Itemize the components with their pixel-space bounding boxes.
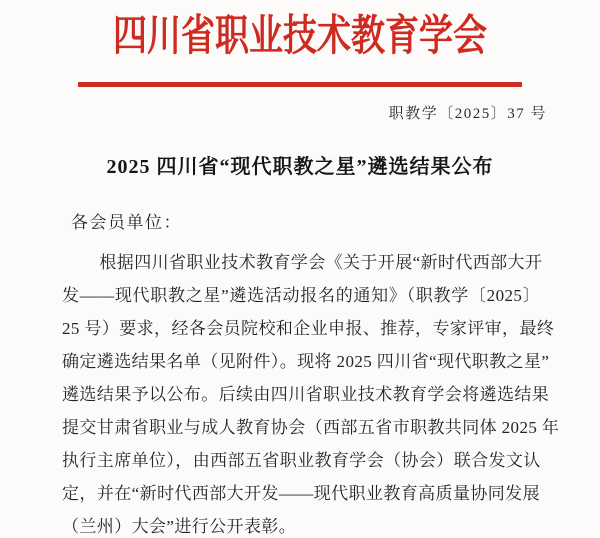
body-line: 确定遴选结果名单（见附件）。现将 2025 四川省“现代职教之星” — [62, 352, 550, 371]
salutation: 各会员单位： — [71, 213, 182, 232]
document-title: 2025 四川省“现代职教之星”遴选结果公布 — [106, 156, 494, 178]
letterhead-divider — [78, 82, 522, 87]
body-line: 发——现代职教之星”遴选活动报名的通知》（职教学〔2025〕 — [62, 286, 540, 305]
body-line: 根据四川省职业技术教育学会《关于开展“新时代西部大开 — [99, 253, 543, 272]
body-line: 定，并在“新时代西部大开发——现代职业教育高质量协同发展 — [62, 484, 540, 503]
body-line: 执行主席单位），由西部五省职业教育学会（协会）联合发文认 — [62, 451, 541, 470]
doc-reference-number: 职教学〔2025〕37 号 — [388, 106, 547, 122]
body-line: 提交甘肃省职业与成人教育协会（西部五省市职教共同体 2025 年 — [62, 418, 560, 437]
body-line: 遴选结果予以公布。后续由四川省职业技术教育学会将遴选结果 — [62, 385, 550, 404]
body-line: 25 号）要求，经各会员院校和企业申报、推荐，专家评审，最终 — [62, 319, 555, 338]
body-line: （兰州）大会”进行公开表彰。 — [62, 517, 297, 536]
document-body — [62, 206, 560, 538]
letterhead-org-name: 四川省职业技术教育学会 — [113, 13, 487, 61]
body-paragraph — [62, 246, 560, 538]
